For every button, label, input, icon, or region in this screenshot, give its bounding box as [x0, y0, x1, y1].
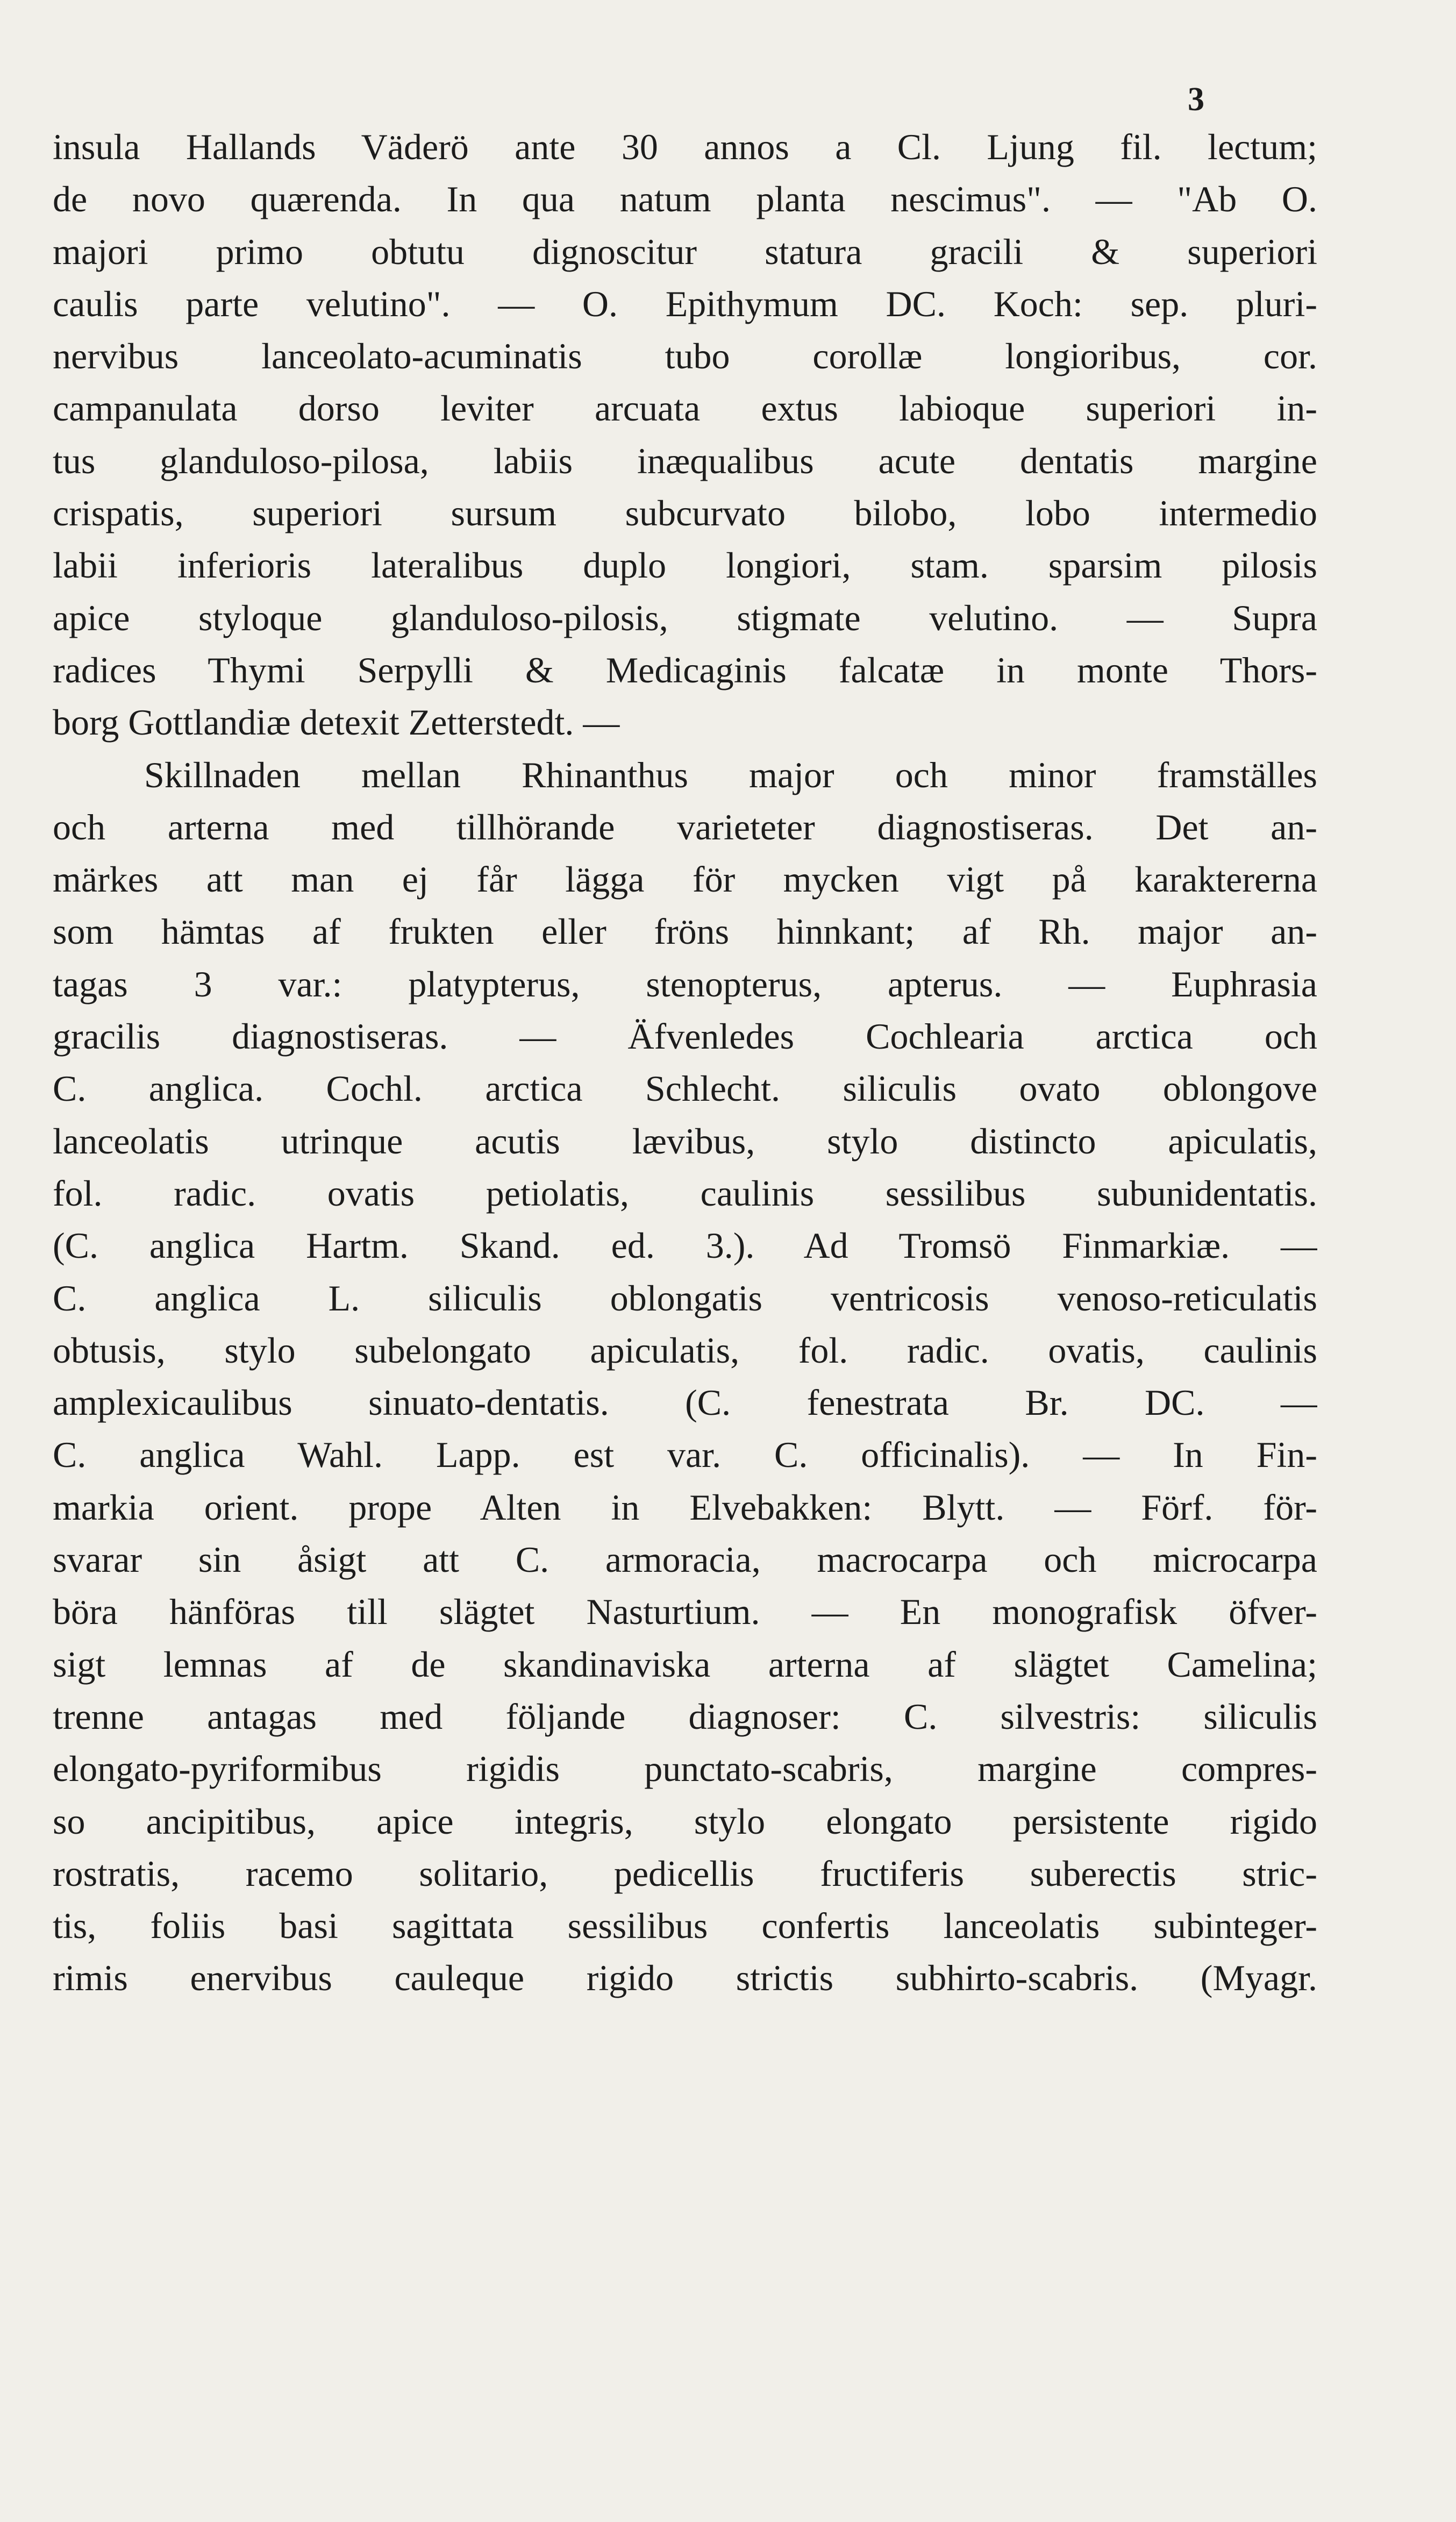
text-line: de novo quærenda. In qua natum planta nescimus". — "Ab O. [53, 179, 1317, 220]
text-line: C. anglica. Cochl. arctica Schlecht. siliculis ovato oblongove [53, 1068, 1317, 1109]
text-line: crispatis, superiori sursum subcurvato bilobo, lobo intermedio [53, 493, 1317, 534]
text-line: trenne antagas med följande diagnoser: C. silvestris: siliculis [53, 1695, 1317, 1737]
text-line: apice styloque glanduloso-pilosis, stigmate velutino. — Supra [53, 597, 1317, 638]
text-line: gracilis diagnostiseras. — Äfvenledes Cochlearia arctica och [53, 1016, 1317, 1057]
text-line: radices Thymi Serpylli & Medicaginis falcatæ in monte Thors- [53, 649, 1317, 690]
text-line: caulis parte velutino". — O. Epithymum DC. Koch: sep. pluri- [53, 283, 1317, 324]
text-line: (C. anglica Hartm. Skand. ed. 3.). Ad Tromsö Finmarkiæ. — [53, 1225, 1317, 1266]
page-number: 3 [1188, 81, 1204, 118]
paragraph-start-line: Skillnaden mellan Rhinanthus major och minor framställes [144, 754, 1317, 795]
text-line: rimis enervibus cauleque rigido strictis subhirto-scabris. (Myagr. [53, 1957, 1317, 1999]
text-line: nervibus lanceolato-acuminatis tubo corollæ longioribus, cor. [53, 336, 1317, 377]
text-line: amplexicaulibus sinuato-dentatis. (C. fenestrata Br. DC. — [53, 1382, 1317, 1423]
text-line: och arterna med tillhörande varieteter diagnostiseras. Det an- [53, 806, 1317, 847]
text-line: markia orient. prope Alten in Elvebakken: Blytt. — Förf. för- [53, 1486, 1317, 1528]
text-line: tis, foliis basi sagittata sessilibus confertis lanceolatis subinteger- [53, 1905, 1317, 1947]
text-line: svarar sin åsigt att C. armoracia, macrocarpa och microcarpa [53, 1539, 1317, 1580]
text-line: tagas 3 var.: platypterus, stenopterus, apterus. — Euphrasia [53, 963, 1317, 1004]
text-line: lanceolatis utrinque acutis lævibus, stylo distincto apiculatis, [53, 1120, 1317, 1162]
text-line: C. anglica L. siliculis oblongatis ventricosis venoso-reticulatis [53, 1277, 1317, 1319]
text-line: so ancipitibus, apice integris, stylo elongato persistente rigido [53, 1800, 1317, 1842]
text-line: C. anglica Wahl. Lapp. est var. C. officinalis). — In Fin- [53, 1434, 1317, 1476]
text-line: böra hänföras till slägtet Nasturtium. — En monografisk öfver- [53, 1591, 1317, 1633]
text-line: fol. radic. ovatis petiolatis, caulinis sessilibus subunidentatis. [53, 1172, 1317, 1214]
text-line: sigt lemnas af de skandinaviska arterna af slägtet Camelina; [53, 1643, 1317, 1685]
text-line: som hämtas af frukten eller fröns hinnkant; af Rh. major an- [53, 911, 1317, 952]
text-line: rostratis, racemo solitario, pedicellis fructiferis suberectis stric- [53, 1853, 1317, 1894]
text-line: elongato-pyriformibus rigidis punctato-scabris, margine compres- [53, 1748, 1317, 1790]
text-line: tus glanduloso-pilosa, labiis inæqualibus acute dentatis margine [53, 440, 1317, 481]
text-line: campanulata dorso leviter arcuata extus labioque superiori in- [53, 388, 1317, 429]
text-line: märkes att man ej får lägga för mycken vigt på karaktererna [53, 859, 1317, 900]
text-line: borg Gottlandiæ detexit Zetterstedt. — [53, 702, 620, 743]
text-line: majori primo obtutu dignoscitur statura gracili & superiori [53, 231, 1317, 272]
text-line: labii inferioris lateralibus duplo longiori, stam. sparsim pilosis [53, 545, 1317, 586]
text-line: insula Hallands Väderö ante 30 annos a Cl. Ljung fil. lectum; [53, 126, 1317, 167]
text-line: obtusis, stylo subelongato apiculatis, fol. radic. ovatis, caulinis [53, 1329, 1317, 1371]
body-text [53, 121, 1317, 2005]
